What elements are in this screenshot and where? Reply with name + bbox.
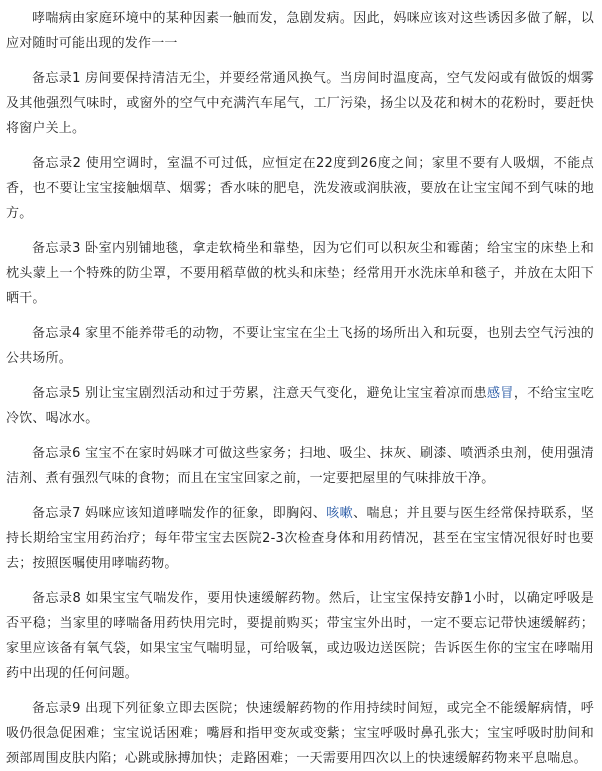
memo-2-paragraph: 备忘录2 使用空调时，室温不可过低，应恒定在22度到26度之间；家里不要有人吸烟，不能点香，也不要让宝宝接触烟草、烟雾；香水味的肥皂，洗发液或润肤液，要放在让宝宝闻不到气味的地方。 <box>6 156 594 221</box>
memo-8-paragraph: 备忘录8 如果宝宝气喘发作，要用快速缓解药物。然后，让宝宝保持安静1小时，以确定呼吸是否平稳；当家里的哮喘备用药快用完时，要提前购买；带宝宝外出时，一定不要忘记带快速缓解药；家里应该备有氧气袋，如果宝宝气喘明显，可给吸氧，或边吸边送医院；告诉医生你的宝宝在哮喘用药中出现的任何问题。 <box>6 591 594 681</box>
memo-4-paragraph: 备忘录4 家里不能养带毛的动物，不要让宝宝在尘土飞扬的场所出入和玩耍，也别去空气污浊的公共场所。 <box>6 326 594 366</box>
memo-5-text-before: 备忘录5 别让宝宝剧烈活动和过于劳累，注意天气变化，避免让宝宝着凉而患 <box>32 386 488 401</box>
memo-5-paragraph <box>6 381 594 431</box>
memo-5-text-after: ，不给宝宝吃冷饮、喝冰水。 <box>6 386 595 426</box>
cold-link[interactable]: 感冒 <box>487 386 514 401</box>
memo-6-paragraph: 备忘录6 宝宝不在家时妈咪才可做这些家务；扫地、吸尘、抹灰、刷漆、喷洒杀虫剂，使用强清洁剂、煮有强烈气味的食物；而且在宝宝回家之前，一定要把屋里的气味排放干净。 <box>6 446 594 486</box>
memo-3-paragraph: 备忘录3 卧室内别铺地毯，拿走软椅坐和靠垫，因为它们可以积灰尘和霉菌；给宝宝的床垫上和枕头蒙上一个特殊的防尘罩，不要用稻草做的枕头和床垫；经常用开水洗床单和毯子，并放在太阳下晒干。 <box>6 241 594 306</box>
memo-7-paragraph <box>6 501 594 576</box>
intro-paragraph: 哮喘病由家庭环境中的某种因素一触而发，急剧发病。因此，妈咪应该对这些诱因多做了解，以应对随时可能出现的发作一一 <box>6 11 594 51</box>
memo-1-paragraph: 备忘录1 房间要保持清洁无尘，并要经常通风换气。当房间时温度高，空气发闷或有做饭的烟雾及其他强烈气味时，或窗外的空气中充满汽车尾气，工厂污染，扬尘以及花和树木的花粉时，要赶快将窗户关上。 <box>6 71 594 136</box>
cough-link[interactable]: 咳嗽 <box>326 506 354 521</box>
memo-7-text-after: 、喘息；并且要与医生经常保持联系，坚持长期给宝宝用药治疗；每年带宝宝去医院2-3次检查身体和用药情况，甚至在宝宝情况很好时也要去；按照医嘱使用哮喘药物。 <box>6 506 594 571</box>
memo-9-paragraph: 备忘录9 出现下列征象立即去医院；快速缓解药物的作用持续时间短，或完全不能缓解病情，呼吸仍很急促困难；宝宝说话困难；嘴唇和指甲变灰或变紫；宝宝呼吸时鼻孔张大；宝宝呼吸时肋间和颈部周围皮肤内陷；心跳或脉搏加快；走路困难；一天需要用四次以上的快速缓解药物来平息喘息。 <box>6 701 594 766</box>
memo-7-text-before: 备忘录7 妈咪应该知道哮喘发作的征象，即胸闷、 <box>32 506 327 521</box>
